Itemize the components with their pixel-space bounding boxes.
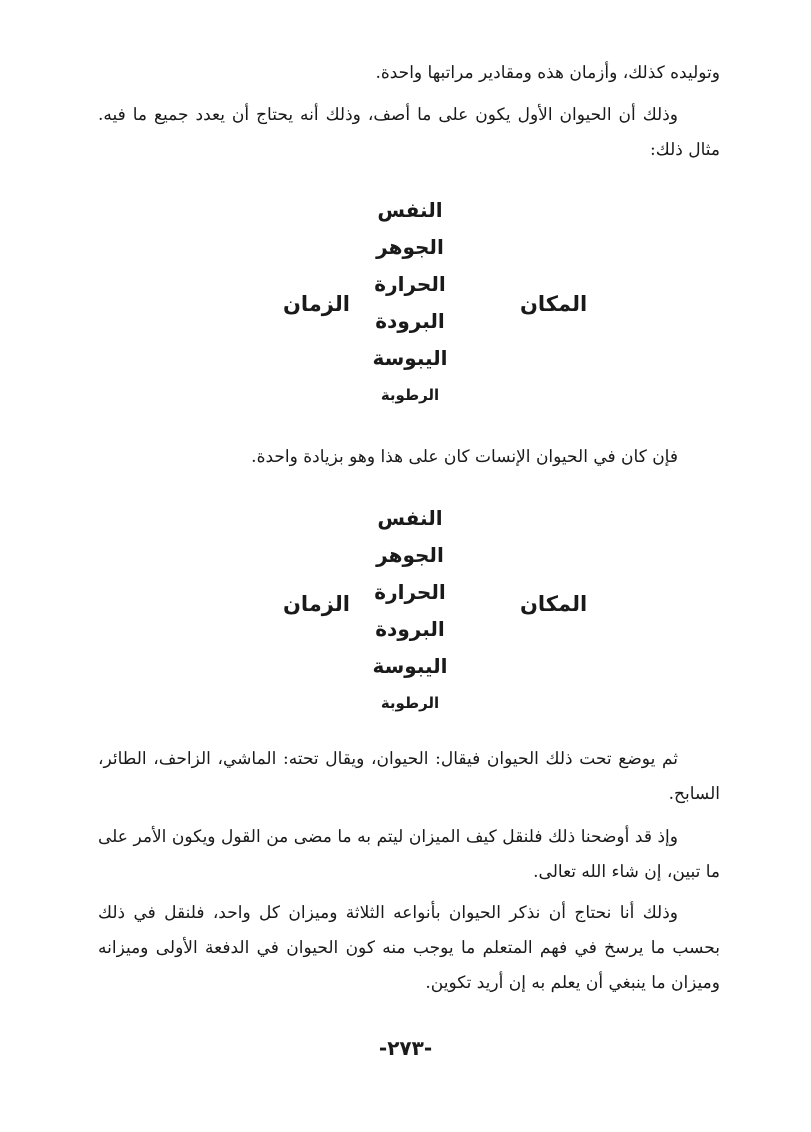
word-jawhar: الجوهر	[376, 235, 444, 259]
word-jawhar: الجوهر	[376, 543, 444, 567]
word-nafs: النفس	[377, 198, 443, 222]
paragraph-2: وذلك أن الحيوان الأول يكون على ما أصف، وذلك أنه يحتاج أن يعدد جميع ما فيه. مثال ذلك:	[98, 105, 720, 160]
word-harara: الحرارة	[374, 580, 446, 604]
diagram-1-left-label: الزمان	[283, 292, 350, 316]
diagram-2-right-label: المكان	[520, 592, 588, 616]
word-buruda: البرودة	[375, 617, 445, 641]
page-number: -٢٧٣-	[378, 1036, 433, 1060]
paragraph-1: وتوليده كذلك، وأزمان هذه ومقادير مراتبها واحدة.	[375, 63, 720, 83]
diagram-1-right-label: المكان	[520, 292, 588, 316]
word-buruda: البرودة	[375, 309, 445, 333]
word-rutuba: الرطوبة	[380, 386, 440, 404]
word-nafs: النفس	[377, 506, 443, 530]
diagram-2-left-label: الزمان	[283, 592, 350, 616]
word-rutuba: الرطوبة	[380, 694, 440, 712]
word-harara: الحرارة	[374, 272, 446, 296]
diagram-2-words	[360, 500, 460, 722]
word-yubusa: اليبوسة	[372, 654, 448, 678]
paragraph-3: فإن كان في الحيوان الإنسات كان على هذا وهو بزيادة واحدة.	[251, 447, 678, 467]
paragraph-4: ثم يوضع تحت ذلك الحيوان فيقال: الحيوان، ويقال تحته: الماشي، الزاحف، الطائر، السابح.	[98, 749, 720, 804]
paragraph-5: وإذ قد أوضحنا ذلك فلنقل كيف الميزان ليتم به ما مضى من القول ويكون الأمر على ما تبين، إن شاء الله تعالى.	[98, 827, 720, 882]
word-yubusa: اليبوسة	[372, 346, 448, 370]
paragraph-6: وذلك أنا نحتاج أن نذكر الحيوان بأنواعه الثلاثة وميزان كل واحد، فلنقل في ذلك بحسب ما يرسخ في فهم المتعلم ما يوجب منه كون الحيوان في الدفعة الأولى وميزانه وميزان ما ينبغي أن يعلم به إن أريد تكوين.	[98, 903, 720, 993]
diagram-1-words	[360, 192, 460, 414]
